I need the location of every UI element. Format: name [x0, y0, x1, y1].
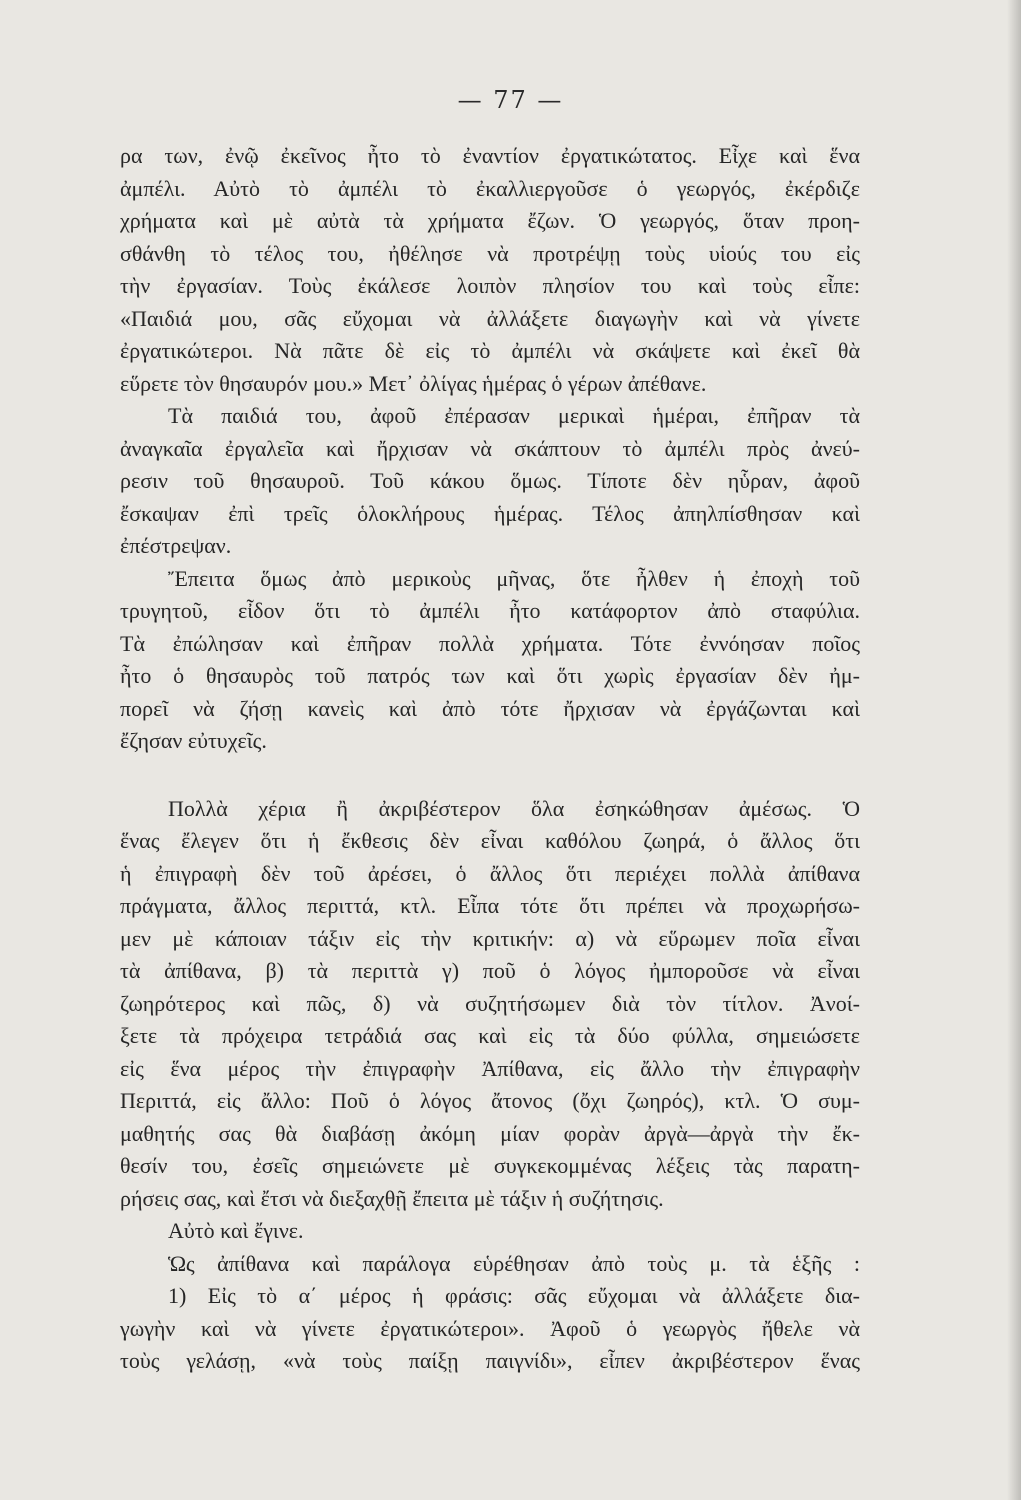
text-line: πράγματα, ἄλλος περιττά, κτλ. Εἶπα τότε ὅτι πρέπει νὰ προχωρήσω-	[120, 893, 860, 918]
text-line: ρα των, ἐνῷ ἐκεῖνος ἦτο τὸ ἐναντίον ἐργατικώτατος. Εἶχε καὶ ἕνα	[120, 143, 860, 168]
text-line: χρήματα καὶ μὲ αὐτὰ τὰ χρήματα ἔζων. Ὁ γεωργός, ὅταν προη-	[120, 208, 860, 233]
text-line: Ἔπειτα ὅμως ἀπὸ μερικοὺς μῆνας, ὅτε ἦλθεν ἡ ἐποχὴ τοῦ	[168, 565, 860, 591]
text-line: μαθητής σας θὰ διαβάσῃ ἀκόμη μίαν φορὰν ἀργὰ—ἀργὰ τὴν ἔκ-	[120, 1120, 860, 1146]
text-line: Πολλὰ χέρια ἢ ἀκριβέστερον ὅλα ἐσηκώθησαν ἀμέσως. Ὁ	[168, 795, 860, 821]
text-line: ἐπέστρεψαν.	[120, 533, 232, 558]
body-text	[120, 140, 860, 1378]
text-line: ἐργατικώτεροι. Νὰ πᾶτε δὲ εἰς τὸ ἀμπέλι νὰ σκάψετε καὶ ἐκεῖ θὰ	[120, 338, 860, 363]
text-line: γωγὴν καὶ νὰ γίνετε ἐργατικώτεροι». Ἀφοῦ ὁ γεωργὸς ἤθελε νὰ	[120, 1315, 860, 1341]
text-line: θεσίν του, ἐσεῖς σημειώνετε μὲ συγκεκομμένας λέξεις τὰς παρατη-	[120, 1153, 860, 1178]
text-line: μεν μὲ κάποιαν τάξιν εἰς τὴν κριτικήν: α) νὰ εὕρωμεν ποῖα εἶναι	[120, 925, 860, 951]
text-line: ξετε τὰ πρόχειρα τετράδιά σας καὶ εἰς τὰ δύο φύλλα, σημειώσετε	[120, 1023, 860, 1048]
text-line: Ὡς ἀπίθανα καὶ παράλογα εὑρέθησαν ἀπὸ τοὺς μ. τὰ ἑξῆς :	[168, 1250, 860, 1276]
text-line: ἡ ἐπιγραφὴ δὲν τοῦ ἀρέσει, ὁ ἄλλος ὅτι περιέχει πολλὰ ἀπίθανα	[120, 860, 860, 886]
text-line: ἕνας ἔλεγεν ὅτι ἡ ἔκθεσις δὲν εἶναι καθόλου ζωηρά, ὁ ἄλλος ὅτι	[120, 828, 860, 853]
text-line: ζωηρότερος καὶ πῶς, δ) νὰ συζητήσωμεν διὰ τὸν τίτλον. Ἀνοί-	[120, 990, 860, 1016]
text-line: ἔσκαψαν ἐπὶ τρεῖς ὁλοκλήρους ἡμέρας. Τέλος ἀπηλπίσθησαν καὶ	[120, 500, 860, 526]
text-line: τὰ ἀπίθανα, β) τὰ περιττὰ γ) ποῦ ὁ λόγος ἠμποροῦσε νὰ εἶναι	[120, 958, 860, 983]
text-line: εὕρετε τὸν θησαυρόν μου.» Μετ᾽ ὀλίγας ἡμέρας ὁ γέρων ἀπέθανε.	[120, 370, 707, 396]
text-line: Τὰ ἐπώλησαν καὶ ἐπῆραν πολλὰ χρήματα. Τότε ἐννόησαν ποῖος	[120, 630, 860, 656]
text-line: Αὐτὸ καὶ ἔγινε.	[168, 1218, 304, 1243]
text-line: Περιττά, εἰς ἄλλο: Ποῦ ὁ λόγος ἄτονος (ὄχι ζωηρός), κτλ. Ὁ συμ-	[120, 1088, 860, 1113]
text-line: ἔζησαν εὐτυχεῖς.	[120, 728, 267, 753]
text-line: ρήσεις σας, καὶ ἔτσι νὰ διεξαχθῇ ἔπειτα μὲ τάξιν ἡ συζήτησις.	[120, 1185, 664, 1211]
text-line: 1) Εἰς τὸ α΄ μέρος ἡ φράσις: σᾶς εὔχομαι νὰ ἀλλάξετε δια-	[168, 1283, 860, 1308]
text-line: ρεσιν τοῦ θησαυροῦ. Τοῦ κάκου ὅμως. Τίποτε δὲν ηὗραν, ἀφοῦ	[120, 468, 860, 493]
text-line: ἀμπέλι. Αὐτὸ τὸ ἀμπέλι τὸ ἐκαλλιεργοῦσε ὁ γεωργός, ἐκέρδιζε	[120, 175, 860, 201]
text-line: εἰς ἕνα μέρος τὴν ἐπιγραφὴν Ἀπίθανα, εἰς ἄλλο τὴν ἐπιγραφὴν	[120, 1055, 860, 1081]
text-line: σθάνθη τὸ τέλος του, ἠθέλησε νὰ προτρέψῃ τοὺς υἱούς του εἰς	[120, 240, 860, 266]
text-line: τρυγητοῦ, εἶδον ὅτι τὸ ἀμπέλι ἦτο κατάφορτον ἀπὸ σταφύλια.	[120, 598, 860, 623]
text-line: ἦτο ὁ θησαυρὸς τοῦ πατρός των καὶ ὅτι χωρὶς ἐργασίαν δὲν ἠμ-	[120, 663, 860, 688]
text-line: Τὰ παιδιά του, ἀφοῦ ἐπέρασαν μερικαὶ ἡμέραι, ἐπῆραν τὰ	[168, 403, 860, 428]
page-number: — 77 —	[457, 86, 564, 114]
text-line: «Παιδιά μου, σᾶς εὔχομαι νὰ ἀλλάξετε διαγωγὴν καὶ νὰ γίνετε	[120, 305, 860, 331]
text-line: πορεῖ νὰ ζήσῃ κανεὶς καὶ ἀπὸ τότε ἤρχισαν νὰ ἐργάζωνται καὶ	[120, 695, 860, 721]
text-line: τὴν ἐργασίαν. Τοὺς ἐκάλεσε λοιπὸν πλησίον του καὶ τοὺς εἶπε:	[120, 273, 860, 298]
text-line: τοὺς γελάσῃ, «νὰ τοὺς παίξῃ παιγνίδι», εἶπεν ἀκριβέστερον ἕνας	[120, 1348, 860, 1373]
text-line: ἀναγκαῖα ἐργαλεῖα καὶ ἤρχισαν νὰ σκάπτουν τὸ ἀμπέλι πρὸς ἀνεύ-	[120, 435, 860, 461]
